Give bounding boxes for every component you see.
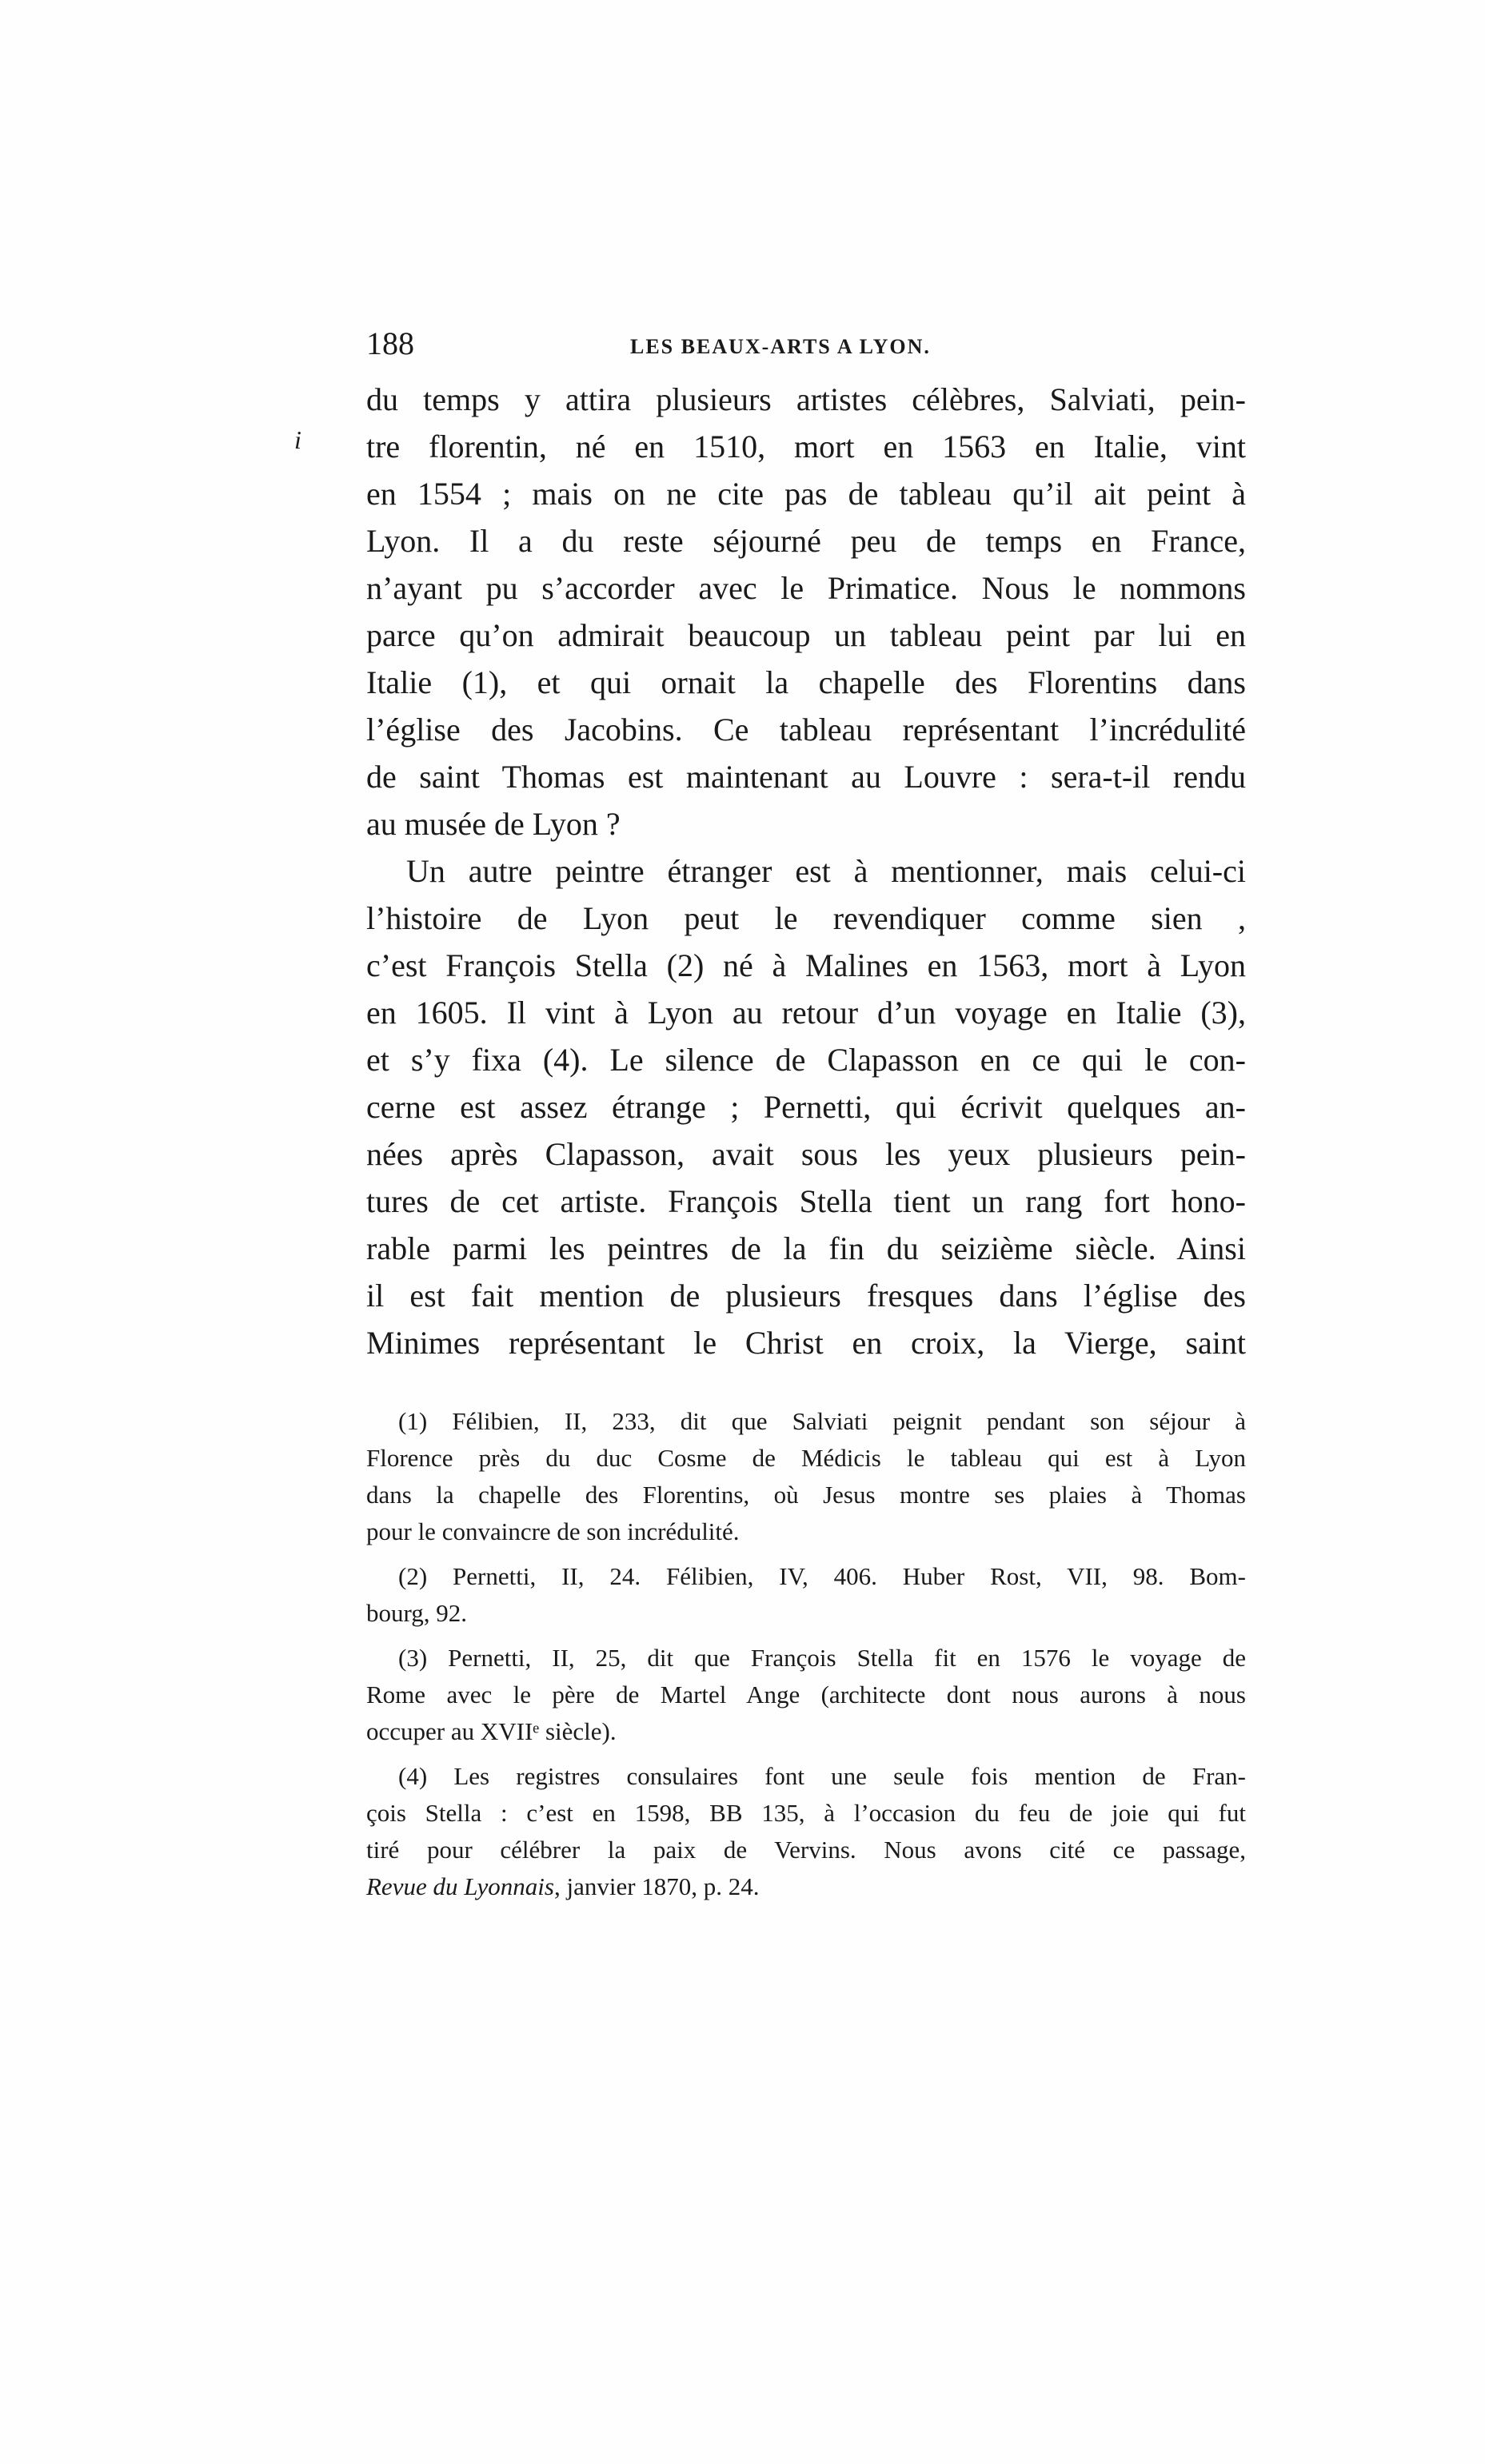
footnotes (366, 1403, 1246, 1905)
text-line: au musée de Lyon ? (366, 806, 621, 842)
page-header (366, 320, 1254, 368)
footnote-line: dans la chapelle des Florentins, où Jesus montre ses plaies à Thomas (366, 1481, 1246, 1509)
text-line: cerne est assez étrange ; Pernetti, qui écrivit quelques an- (366, 1089, 1246, 1125)
text-line: Lyon. Il a du reste séjourné peu de temps en France, (366, 523, 1246, 559)
text-line: Italie (1), et qui ornait la chapelle des Florentins dans (366, 664, 1246, 700)
text-line: il est fait mention de plusieurs fresques dans l’église des (366, 1278, 1246, 1314)
text-line: en 1554 ; mais on ne cite pas de tableau qu’il ait peint à (366, 476, 1246, 512)
margin-mark: i (294, 425, 301, 454)
footnote-line: (1) Félibien, II, 233, dit que Salviati peignit pendant son séjour à (398, 1407, 1246, 1435)
footnote-line: occuper au XVIIᵉ siècle). (366, 1717, 617, 1745)
text-line: du temps y attira plusieurs artistes célèbres, Salviati, pein- (366, 381, 1246, 417)
text-line: Un autre peintre étranger est à mentionner, mais celui-ci (406, 853, 1246, 889)
footnote-line: (3) Pernetti, II, 25, dit que François Stella fit en 1576 le voyage de (398, 1644, 1246, 1672)
citation-title: Revue du Lyonnais (366, 1872, 554, 1900)
footnote-line: Rome avec le père de Martel Ange (architecte dont nous aurons à nous (366, 1681, 1246, 1708)
footnote-line (366, 1868, 1246, 1905)
text-line: en 1605. Il vint à Lyon au retour d’un voyage en Italie (3), (366, 995, 1246, 1031)
body-text (366, 376, 1246, 1366)
text-line: rable parmi les peintres de la fin du seizième siècle. Ainsi (366, 1230, 1246, 1266)
footnote-line: bourg, 92. (366, 1599, 468, 1627)
footnote-line: (4) Les registres consulaires font une seule fois mention de Fran- (398, 1762, 1246, 1790)
text-line: parce qu’on admirait beaucoup un tableau peint par lui en (366, 617, 1246, 653)
text-line: tures de cet artiste. François Stella tient un rang fort hono- (366, 1183, 1246, 1219)
text-line: n’ayant pu s’accorder avec le Primatice. Nous le nommons (366, 570, 1246, 606)
text-line: et s’y fixa (4). Le silence de Clapasson en ce qui le con- (366, 1042, 1246, 1078)
text-line: c’est François Stella (2) né à Malines en 1563, mort à Lyon (366, 947, 1246, 983)
footnote-line: (2) Pernetti, II, 24. Félibien, IV, 406. Huber Rost, VII, 98. Bom- (398, 1562, 1246, 1590)
footnote-line: pour le convaincre de son incrédulité. (366, 1517, 740, 1545)
text-line: de saint Thomas est maintenant au Louvre : sera-t-il rendu (366, 759, 1246, 795)
text-line: nées après Clapasson, avait sous les yeux plusieurs pein- (366, 1136, 1246, 1172)
page-number: 188 (366, 325, 414, 361)
text-line: tre florentin, né en 1510, mort en 1563 en Italie, vint (366, 429, 1246, 464)
citation-rest: , janvier 1870, p. 24. (553, 1872, 760, 1900)
running-head: LES BEAUX-ARTS A LYON. (630, 335, 931, 358)
footnote-line: tiré pour célébrer la paix de Vervins. Nous avons cité ce passage, (366, 1836, 1246, 1864)
text-line: l’église des Jacobins. Ce tableau représentant l’incrédulité (366, 712, 1246, 748)
text-line: l’histoire de Lyon peut le revendiquer comme sien , (366, 900, 1246, 936)
footnote-line: çois Stella : c’est en 1598, BB 135, à l’occasion du feu de joie qui fut (366, 1799, 1246, 1827)
footnote-line: Florence près du duc Cosme de Médicis le tableau qui est à Lyon (366, 1444, 1246, 1472)
text-line: Minimes représentant le Christ en croix, la Vierge, saint (366, 1325, 1246, 1361)
